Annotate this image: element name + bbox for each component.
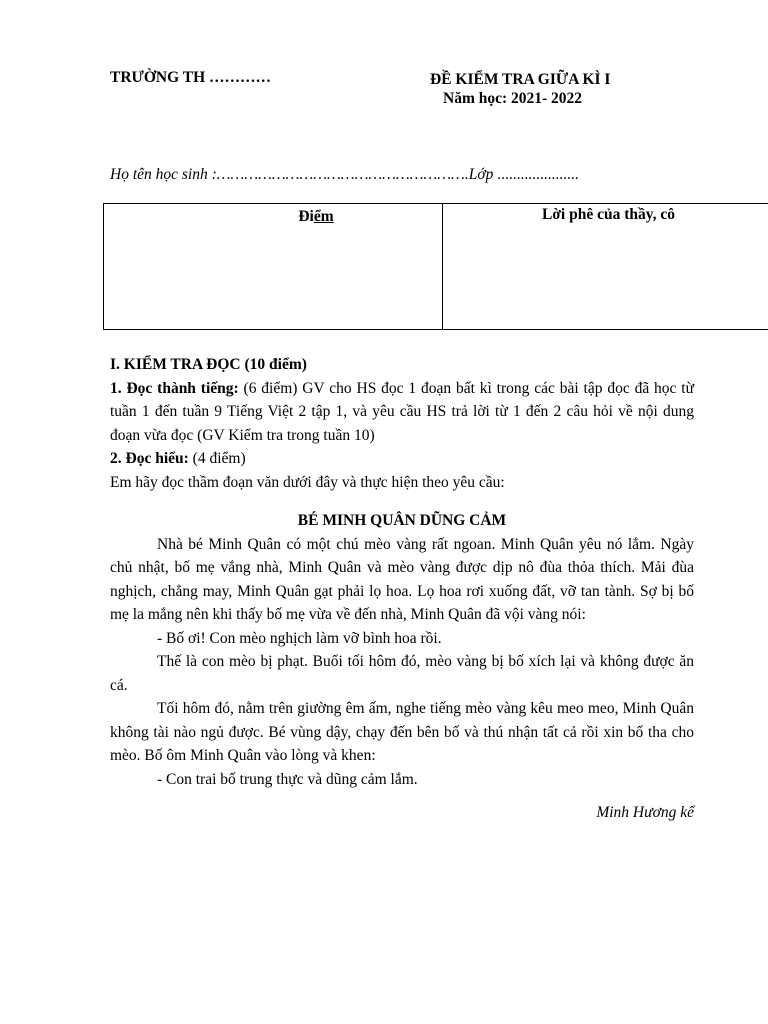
story-paragraph: - Bố ơi! Con mèo nghịch làm vỡ bình hoa rồi. bbox=[157, 629, 442, 647]
score-header-text: Đi bbox=[298, 208, 314, 225]
story-paragraph: Nhà bé Minh Quân có một chú mèo vàng rất ngoan. Minh Quân yêu nó lắm. Ngày chủ nhật, bố mẹ vắng nhà, Minh Quân và mèo vàng được dịp nô đùa thỏa thích. Mải đùa nghịch, chẳng may, Minh Quân gạt phải lọ hoa. Lọ hoa rơi xuống đất, vỡ tan tành. Sợ bị bố mẹ la mắng nên khi thấy bố mẹ vừa về đến nhà, Minh Quân đã vội vàng nói: bbox=[110, 535, 694, 623]
story-paragraph: Thế là con mèo bị phạt. Buổi tối hôm đó, mèo vàng bị bố xích lại và không được ăn cá. bbox=[110, 653, 694, 694]
teacher-comment-header: Lời phê của thầy, cô bbox=[541, 206, 676, 223]
reading-aloud-text: (6 điểm) GV cho HS đọc 1 đoạn bất kì trong các bài tập đọc đã học từ tuần 1 đến tuần 9 Tiếng Việt 2 tập 1, và yêu cầu HS trả lời từ 1 đến 2 câu hỏi về nội dung đoạn vừa đọc (GV Kiểm tra trong tuần 10) bbox=[110, 379, 694, 444]
exam-body bbox=[110, 353, 694, 825]
exam-title: ĐỀ KIỂM TRA GIỮA KÌ I bbox=[430, 71, 611, 88]
reading-comprehension-item bbox=[110, 447, 694, 471]
reading-comprehension-points: (4 điểm) bbox=[188, 450, 246, 467]
story-author: Minh Hương kể bbox=[596, 804, 694, 821]
score-header-underlined: ểm bbox=[313, 208, 334, 225]
score-cell bbox=[104, 204, 443, 330]
class-label: Lớp bbox=[468, 166, 494, 183]
reading-comprehension-label: 2. Đọc hiểu: bbox=[110, 450, 189, 467]
school-year: Năm học: 2021- 2022 bbox=[443, 90, 583, 107]
teacher-comment-cell bbox=[443, 204, 768, 330]
student-info-line bbox=[110, 166, 579, 184]
grade-comment-table bbox=[103, 203, 768, 330]
reading-aloud-label: 1. Đọc thành tiếng: bbox=[110, 379, 239, 397]
school-name: TRƯỜNG TH ………… bbox=[110, 69, 272, 86]
section-heading: I. KIỂM TRA ĐỌC (10 điểm) bbox=[110, 356, 307, 373]
score-header bbox=[298, 206, 333, 226]
story-title: BÉ MINH QUÂN DŨNG CẢM bbox=[297, 512, 507, 529]
story-paragraph: - Con trai bố trung thực và dũng cảm lắm. bbox=[157, 770, 418, 788]
student-name-label: Họ tên học sinh :………………………………………………. bbox=[110, 166, 469, 183]
instruction-text: Em hãy đọc thầm đoạn văn dưới đây và thực hiện theo yêu cầu: bbox=[110, 473, 505, 491]
story-paragraph: Tối hôm đó, nằm trên giường êm ấm, nghe tiếng mèo vàng kêu meo meo, Minh Quân không tài nào ngủ được. Bé vùng dậy, chạy đến bên bố và thú nhận tất cả rồi xin bố tha cho mèo. Bố ôm Minh Quân vào lòng và khen: bbox=[110, 700, 694, 764]
class-dots: ..................... bbox=[493, 166, 579, 183]
reading-aloud-item bbox=[110, 377, 694, 448]
